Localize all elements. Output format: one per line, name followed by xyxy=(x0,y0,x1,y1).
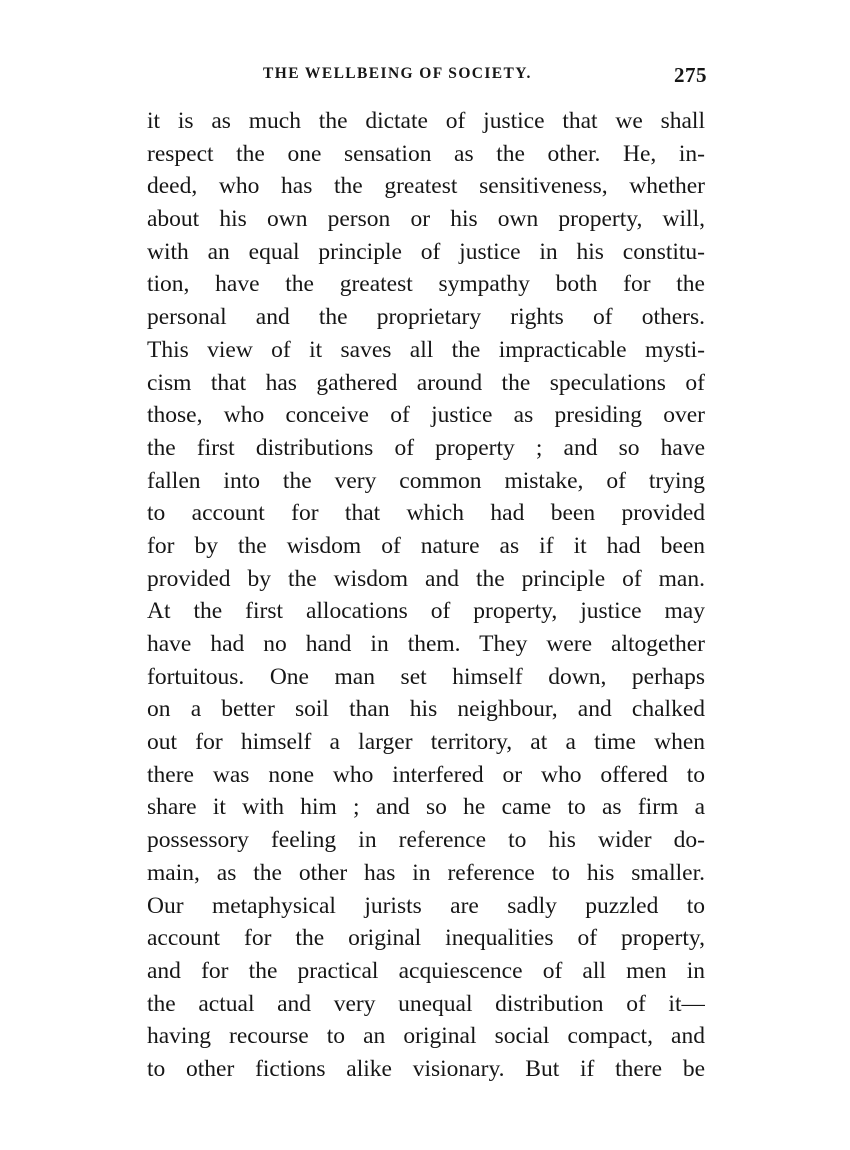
text-line: tion, have the greatest sympathy both for the xyxy=(147,271,705,298)
text-line: about his own person or his own property, will, xyxy=(147,206,705,233)
text-line: and for the practical acquiescence of all men in xyxy=(147,957,705,984)
text-line: This view of it saves all the impracticable mysti- xyxy=(147,336,705,363)
text-line: those, who conceive of justice as presiding over xyxy=(147,402,705,429)
text-line: main, as the other has in reference to his smaller. xyxy=(147,859,705,886)
text-line: to other fictions alike visionary. But if there be xyxy=(147,1055,705,1082)
text-line: to account for that which had been provided xyxy=(147,500,705,527)
text-line: deed, who has the greatest sensitiveness, whether xyxy=(147,173,705,200)
running-title: THE WELLBEING OF SOCIETY. xyxy=(263,65,532,82)
text-line: out for himself a larger territory, at a time when xyxy=(147,729,705,756)
body-text xyxy=(147,105,705,1086)
text-line: At the first allocations of property, justice may xyxy=(147,598,705,625)
text-line: cism that has gathered around the speculations of xyxy=(147,369,705,396)
text-line: the first distributions of property ; and so have xyxy=(147,434,705,461)
text-line: fortuitous. One man set himself down, perhaps xyxy=(147,663,705,690)
text-line: respect the one sensation as the other. He, in- xyxy=(147,140,705,167)
text-line: provided by the wisdom and the principle of man. xyxy=(147,565,705,592)
text-line: for by the wisdom of nature as if it had been xyxy=(147,532,705,559)
text-line: on a better soil than his neighbour, and chalked xyxy=(147,696,705,723)
text-line: having recourse to an original social compact, and xyxy=(147,1023,705,1050)
text-line: the actual and very unequal distribution of it— xyxy=(147,990,705,1017)
text-line: account for the original inequalities of property, xyxy=(147,925,705,952)
page-number: 275 xyxy=(674,63,707,87)
text-line: there was none who interfered or who offered to xyxy=(147,761,705,788)
text-line: possessory feeling in reference to his wider do- xyxy=(147,827,705,854)
text-line: Our metaphysical jurists are sadly puzzled to xyxy=(147,892,705,919)
running-header xyxy=(147,64,707,94)
text-line: share it with him ; and so he came to as firm a xyxy=(147,794,705,821)
text-line: have had no hand in them. They were altogether xyxy=(147,631,705,657)
text-line: personal and the proprietary rights of others. xyxy=(147,304,705,331)
text-line: with an equal principle of justice in his constitu- xyxy=(147,238,705,265)
text-line: it is as much the dictate of justice that we shall xyxy=(147,108,705,134)
text-line: fallen into the very common mistake, of trying xyxy=(147,467,705,494)
